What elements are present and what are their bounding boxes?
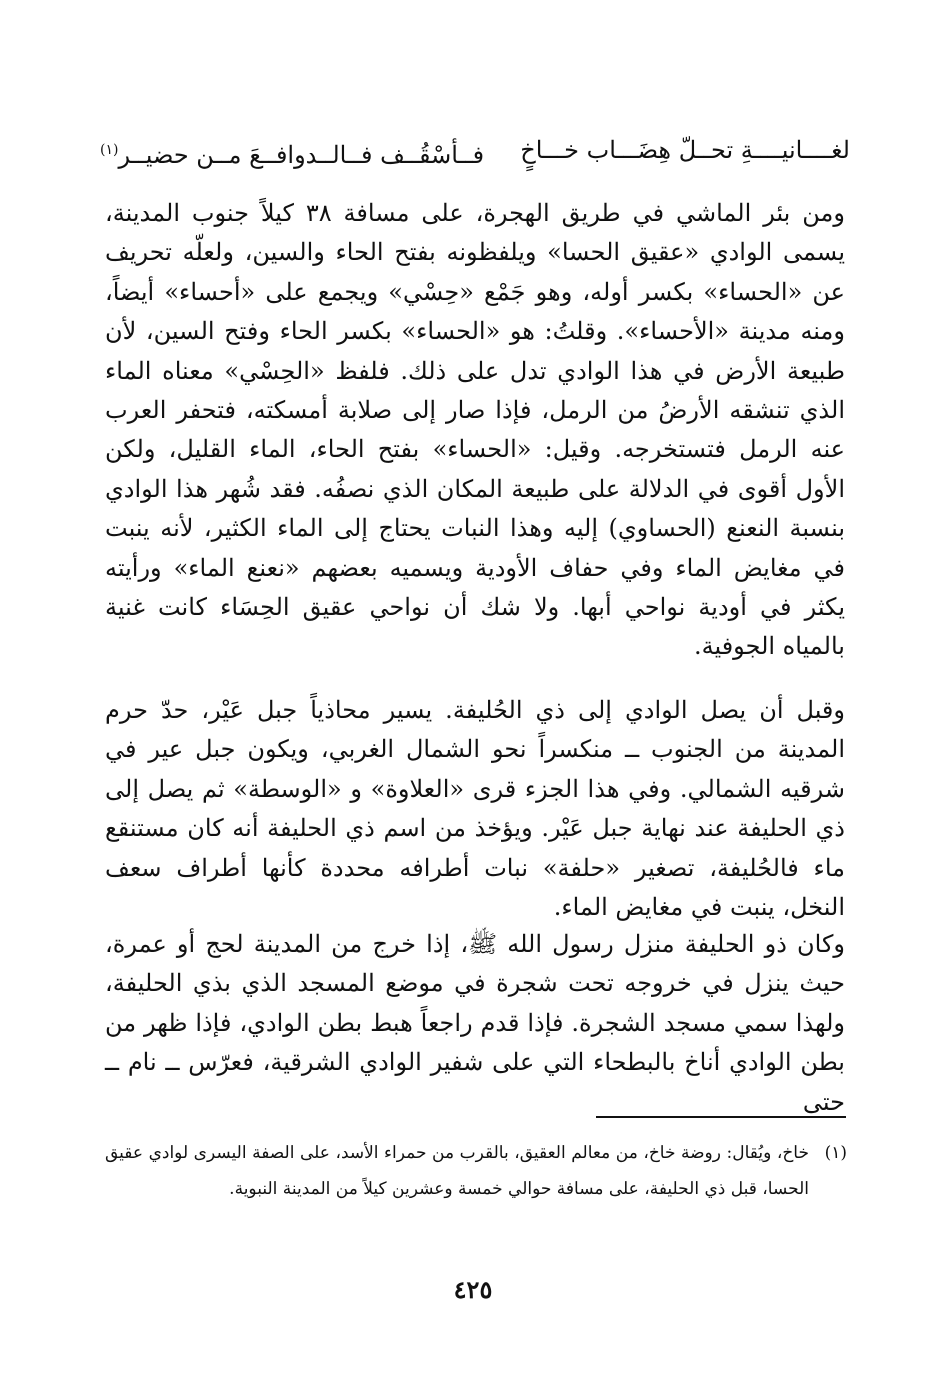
paragraph-1: ومن بئر الماشي في طريق الهجرة، على مسافة ٣٨ كيلاً جنوب المدينة، يسمى الوادي «عقيق الحسا» ويلفظونه بفتح الحاء والسين، ولعلّه تحريف عن «الحساء» بكسر أوله، وهو جَمْع «حِسْي» ويجمع على «أحساء» أيضاً، ومنه مدينة «الأحساء». وقلتُ: هو «الحساء» بكسر الحاء وفتح السين، لأن طبيعة الأرض في هذا الوادي تدل على ذلك. فلفظ «الحِسْي» معناه الماء الذي تنشقه الأرضُ من الرمل، فإذا صار إلى صلابة أمسكته، فتحفر العرب عنه الرمل فتستخرجه. وقيل: «الحساء» بفتح الحاء، الماء القليل، ولكن الأول أقوى في الدلالة على طبيعة المكان الذي نصفُه. فقد شُهر هذا الوادي بنسبة النعنع (الحساوي) إليه وهذا النبات يحتاج إلى الماء الكثير، لأنه ينبت في مغايض الماء وفي حفاف الأودية ويسميه بعضهم «نعنع الماء» ورأيته يكثر في أودية نواحي أبها. ولا شك أن نواحي عقيق الحِسَاء كانت غنية بالمياه الجوفية. [105, 199, 846, 661]
verse-second-text: فــأسْقُــف فــالــدوافــعَ مــن حضيــر [118, 141, 485, 169]
footnote-reference: (١) [100, 142, 119, 158]
footnote-separator [596, 1116, 846, 1118]
verse-first-hemistich: لغــــانيــــةِ تحــلّ هِضَـــاب خـــاخٍ [520, 136, 850, 164]
verse-second-hemistich [100, 128, 484, 177]
footnote-text: خاخ، ويُقال: روضة خاخ، من معالم العقيق، بالقرب من حمراء الأسد، على الصفة اليسرى لوادي عقيق الحسا، قبل ذي الحليفة، على مسافة حوالي خمسة وعشرين كيلاً من المدينة النبوية. [105, 1143, 809, 1199]
paragraph-3: وكان ذو الحليفة منزل رسول الله ﷺ، إذا خرج من المدينة لحج أو عمرة، حيث ينزل في خروجه تحت شجرة في موضع المسجد الذي بذي الحليفة، ولهذا سمي مسجد الشجرة. فإذا قدم راجعاً هبط بطن الوادي، فإذا ظهر من بطن الوادي أناخ بالبطحاء التي على شفير الوادي الشرقية، فعرّس ــ نام ــ حتى [105, 930, 845, 1116]
footnote-number: (١) [824, 1143, 847, 1163]
poetry-verse [100, 128, 850, 172]
page-number: ٤٢٥ [453, 1275, 493, 1304]
paragraph-2: وقبل أن يصل الوادي إلى ذي الحُليفة. يسير محاذياً جبل عَيْر، حدّ حرم المدينة من الجنوب ــ منكسراً نحو الشمال الغربي، ويكون جبل عير في شرقيه الشمالي. وفي هذا الجزء قرى «العلاوة» و «الوسطة» ثم يصل إلى ذي الحليفة عند نهاية جبل عَيْر. ويؤخذ من اسم ذي الحليفة أنه كان مستنقع ماء فالحُليفة، تصغير «حلفة» نبات أطرافه محددة كأنها أطراف سعف النخل، ينبت في مغايض الماء. [105, 696, 846, 922]
footnote [105, 1135, 847, 1207]
